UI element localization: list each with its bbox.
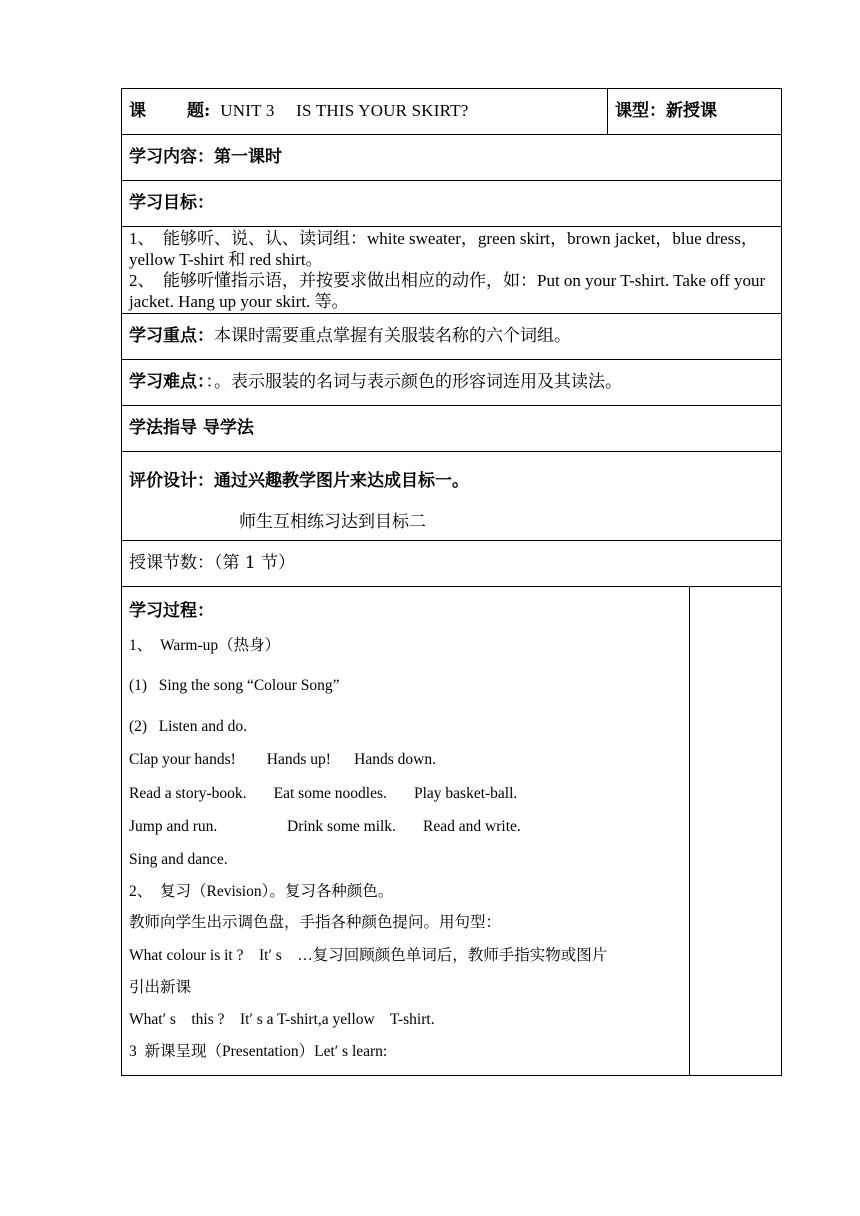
process-line: What′ s this ? It′ s a T-shirt,a yellow T-shirt. xyxy=(129,1011,435,1029)
objectives-title: 学习目标： xyxy=(122,181,782,227)
lesson-type: 课型：新授课 xyxy=(608,89,782,135)
difficulties-row xyxy=(122,360,782,406)
teaching-periods: 授课节数：（第 1 节） xyxy=(122,541,782,587)
evaluation-line-1: 评价设计：通过兴趣教学图片来达成目标一。 xyxy=(129,471,469,492)
process-row xyxy=(122,587,782,1076)
evaluation-line-2: 师生互相练习达到目标二 xyxy=(239,511,426,532)
process-title: 学习过程： xyxy=(129,600,214,621)
learning-content: 学习内容：第一课时 xyxy=(122,135,782,181)
content-row xyxy=(122,135,782,181)
difficulties-text: ：。表示服装的名词与表示颜色的形容词连用及其读法。 xyxy=(205,371,622,392)
study-method: 学法指导 导学法 xyxy=(122,406,782,452)
topic-value: UNIT 3 IS THIS YOUR SKIRT? xyxy=(220,101,469,121)
notes-column xyxy=(690,587,782,1076)
lesson-plan-table xyxy=(121,88,782,1076)
process-line: (1) Sing the song “Colour Song” xyxy=(129,676,340,694)
evaluation-row xyxy=(122,452,782,541)
process-line: Read a story-book. Eat some noodles. Play basket-ball. xyxy=(129,784,518,802)
topic-cell xyxy=(122,89,608,135)
process-line: (2) Listen and do. xyxy=(129,717,247,735)
process-line: 1、 Warm-up（热身） xyxy=(129,637,281,655)
objectives-title-row xyxy=(122,181,782,227)
process-line: Jump and run. Drink some milk. Read and write. xyxy=(129,818,521,836)
key-points-text: 本课时需要重点掌握有关服装名称的六个词组。 xyxy=(214,325,571,346)
periods-row xyxy=(122,541,782,587)
difficulties-cell xyxy=(122,360,782,406)
objective-line: jacket. Hang up your skirt. 等。 xyxy=(129,292,349,312)
objective-line: 1、 能够听、说、认、读词组：white sweater，green skirt，brown jacket，blue dress， xyxy=(129,228,758,248)
key-points-label: 学习重点： xyxy=(129,325,214,346)
process-line: 2、 复习（Revision）。复习各种颜色。 xyxy=(129,882,394,900)
process-line: 引出新课 xyxy=(129,978,192,996)
process-line: What colour is it ? It′ s …复习回顾颜色单词后，教师手指实物或图片 xyxy=(129,946,608,964)
process-cell xyxy=(122,587,690,1076)
method-row xyxy=(122,406,782,452)
evaluation-cell xyxy=(122,452,782,541)
objective-line: 2、 能够听懂指示语，并按要求做出相应的动作，如：Put on your T-shirt. Take off your xyxy=(129,271,766,290)
process-line: 3 新课呈现（Presentation）Let′ s learn: xyxy=(129,1042,388,1060)
process-line: 教师向学生出示调色盘，手指各种颜色提问。用句型： xyxy=(129,914,502,932)
difficulties-label: 学习难点： xyxy=(129,371,206,392)
objectives-row xyxy=(122,227,782,314)
topic-label-1: 课 xyxy=(129,101,146,122)
objectives-cell xyxy=(122,227,782,314)
process-line: Clap your hands! Hands up! Hands down. xyxy=(129,751,436,769)
topic-row xyxy=(122,89,782,135)
key-points-cell xyxy=(122,314,782,360)
objective-line: yellow T-shirt 和 red shirt。 xyxy=(129,249,323,269)
key-points-row xyxy=(122,314,782,360)
topic-label-2: 题: xyxy=(187,101,211,122)
process-line: Sing and dance. xyxy=(129,851,228,869)
